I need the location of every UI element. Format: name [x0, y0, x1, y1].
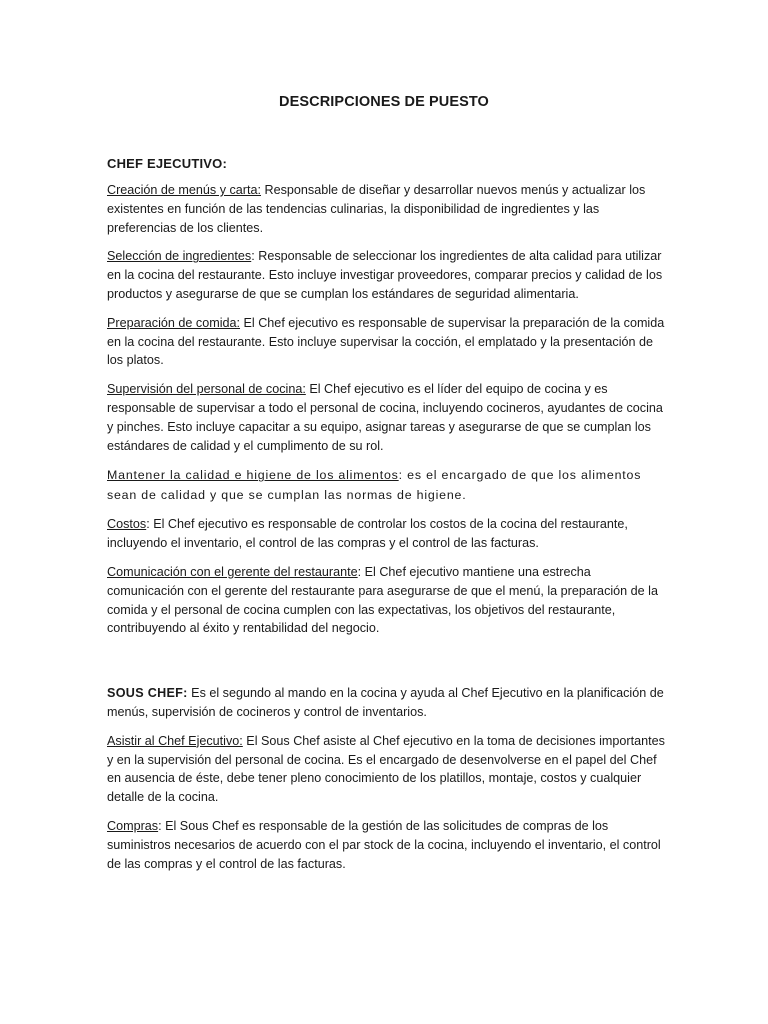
chef-ejecutivo-heading: CHEF EJECUTIVO: — [107, 156, 228, 171]
sous-chef-heading: SOUS CHEF: — [107, 686, 188, 701]
page-title: DESCRIPCIONES DE PUESTO — [279, 94, 489, 110]
paragraph-label: Asistir al Chef Ejecutivo: — [107, 733, 243, 748]
paragraph-label: Compras — [107, 818, 159, 833]
paragraph-costos — [107, 515, 667, 553]
paragraph-label: Supervisión del personal de cocina: — [107, 382, 306, 397]
document-body — [107, 156, 667, 883]
paragraph-text: : El Sous Chef es responsable de la gestión de las solicitudes de compras de los suministros necesarios de acuerdo con el par stock de la cocina, incluyendo el inventario, el control de las compras y el control de las facturas. — [107, 818, 661, 871]
paragraph-text: : es el encargado de que los alimentos sean de calidad y que se cumplan las normas de higiene. — [107, 468, 642, 503]
paragraph-label: Selección de ingredientes — [107, 249, 252, 264]
paragraph-text: El Chef ejecutivo es responsable de supervisar la preparación de la comida en la cocina del restaurante. Esto incluye supervisar la cocción, el emplatado y la presentación de los platos. — [107, 315, 665, 368]
section-spacer — [107, 648, 667, 684]
paragraph-text: El Sous Chef asiste al Chef ejecutivo en la toma de decisiones importantes y en la supervisión del personal de cocina. Es el encargado de desenvolverse en el papel del Chef en ausencia de éste, debe tener pleno conocimiento de los platillos, montaje, costos y cualquier detalle de la cocina. — [107, 733, 665, 805]
paragraph-comunicacion-gerente — [107, 563, 667, 638]
paragraph-asistir-chef — [107, 732, 667, 807]
sous-chef-intro — [107, 684, 667, 722]
paragraph-label: Costos — [107, 517, 147, 532]
paragraph-label: Creación de menús y carta: — [107, 183, 261, 197]
paragraph-label: Comunicación con el gerente del restaurante — [107, 564, 358, 579]
paragraph-text: El Chef ejecutivo es el líder del equipo de cocina y es responsable de supervisar a todo el personal de cocina, incluyendo cocineros, ayudantes de cocina y pinches. Esto incluye capacitar a su equipo, asignar tareas y asegurarse de que se cumplan los estándares de calidad y el cumplimento de su rol. — [107, 382, 663, 453]
paragraph-label: Preparación de comida: — [107, 315, 241, 330]
paragraph-text: Responsable de diseñar y desarrollar nuevos menús y actualizar los existentes en función de las tendencias culinarias, la disponibilidad de ingredientes y las preferencias de los clientes. — [107, 183, 646, 235]
paragraph-text: : El Chef ejecutivo mantiene una estrecha comunicación con el gerente del restaurante para asegurarse de que el menú, la preparación de la comida y el personal de cocina cumplen con las expectativas, los objetivos del restaurante, contribuyendo al éxito y rentabilidad del negocio. — [107, 564, 658, 636]
paragraph-text: : El Chef ejecutivo es responsable de controlar los costos de la cocina del restaurante, incluyendo el inventario, el control de las compras y el control de las facturas. — [107, 517, 628, 551]
paragraph-preparacion-comida — [107, 314, 667, 370]
paragraph-seleccion-ingredientes — [107, 247, 667, 303]
paragraph-text: : Responsable de seleccionar los ingredientes de alta calidad para utilizar en la cocina del restaurante. Esto incluye investigar proveedores, comparar precios y calidad de los productos y asegurarse de que se cumplan los estándares de seguridad alimentaria. — [107, 249, 663, 301]
paragraph-label: Mantener la calidad e higiene de los alimentos — [107, 468, 399, 483]
paragraph-creacion-menus — [107, 181, 667, 237]
paragraph-supervision-personal — [107, 380, 667, 455]
paragraph-calidad-higiene — [107, 465, 667, 505]
paragraph-compras — [107, 817, 667, 873]
sous-chef-intro-text: Es el segundo al mando en la cocina y ayuda al Chef Ejecutivo en la planificación de menús, supervisión de cocineros y control de inventarios. — [107, 686, 664, 719]
